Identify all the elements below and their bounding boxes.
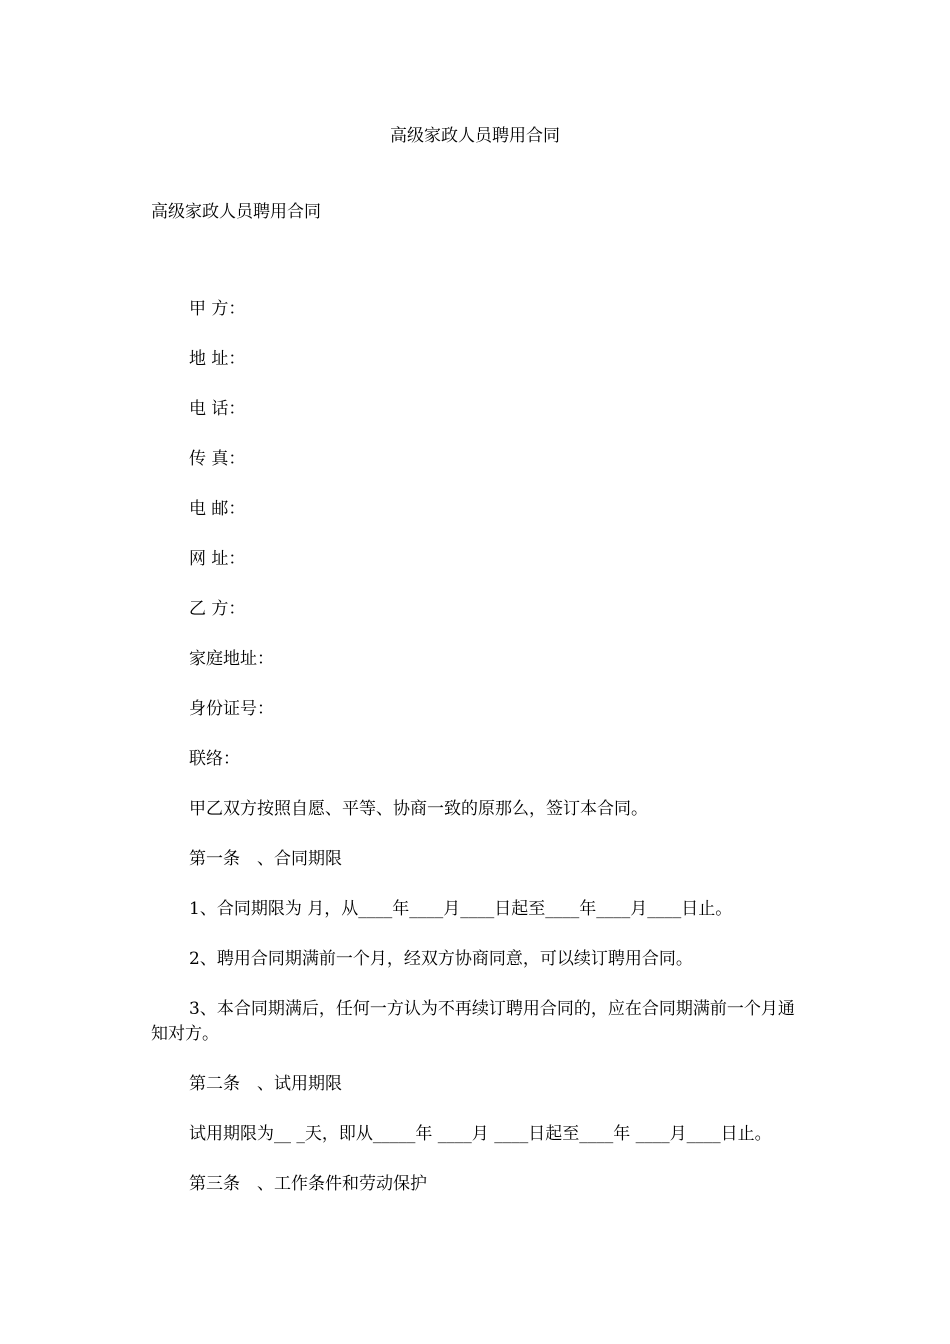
article3-heading: 第三条 、工作条件和劳动保护 [189,1174,427,1194]
article2-text: 试用期限为__ _天，即从_____年 ____月 ____日起至____年 ____月____日止。 [189,1124,772,1144]
document-title: 高级家政人员聘用合同 [390,126,560,146]
article2-heading: 第二条 、试用期限 [189,1074,342,1094]
article1-clause3: 3、本合同期满后，任何一方认为不再续订聘用合同的，应在合同期满前一个月通知对方。 [151,999,795,1044]
party-a-email: 电 邮： [189,499,246,519]
article1-heading: 第一条 、合同期限 [189,849,342,869]
contract-body [151,297,796,1222]
party-a-website: 网 址： [189,549,246,569]
party-b-home-address: 家庭地址： [189,649,274,669]
party-a-phone: 电 话： [189,399,246,419]
party-a-fax: 传 真： [189,449,246,469]
party-b-contact: 联络： [189,749,240,769]
article1-clause2: 2、聘用合同期满前一个月，经双方协商同意，可以续订聘用合同。 [189,949,693,969]
preamble: 甲乙双方按照自愿、平等、协商一致的原那么，签订本合同。 [189,799,648,819]
party-a-label: 甲 方： [189,299,246,319]
party-b-id-number: 身份证号： [189,699,274,719]
article1-clause1: 1、合同期限为 月，从____年____月____日起至____年____月____日止。 [189,899,733,919]
document-subtitle: 高级家政人员聘用合同 [151,202,321,222]
party-b-label: 乙 方： [189,599,246,619]
party-a-address: 地 址： [189,349,246,369]
